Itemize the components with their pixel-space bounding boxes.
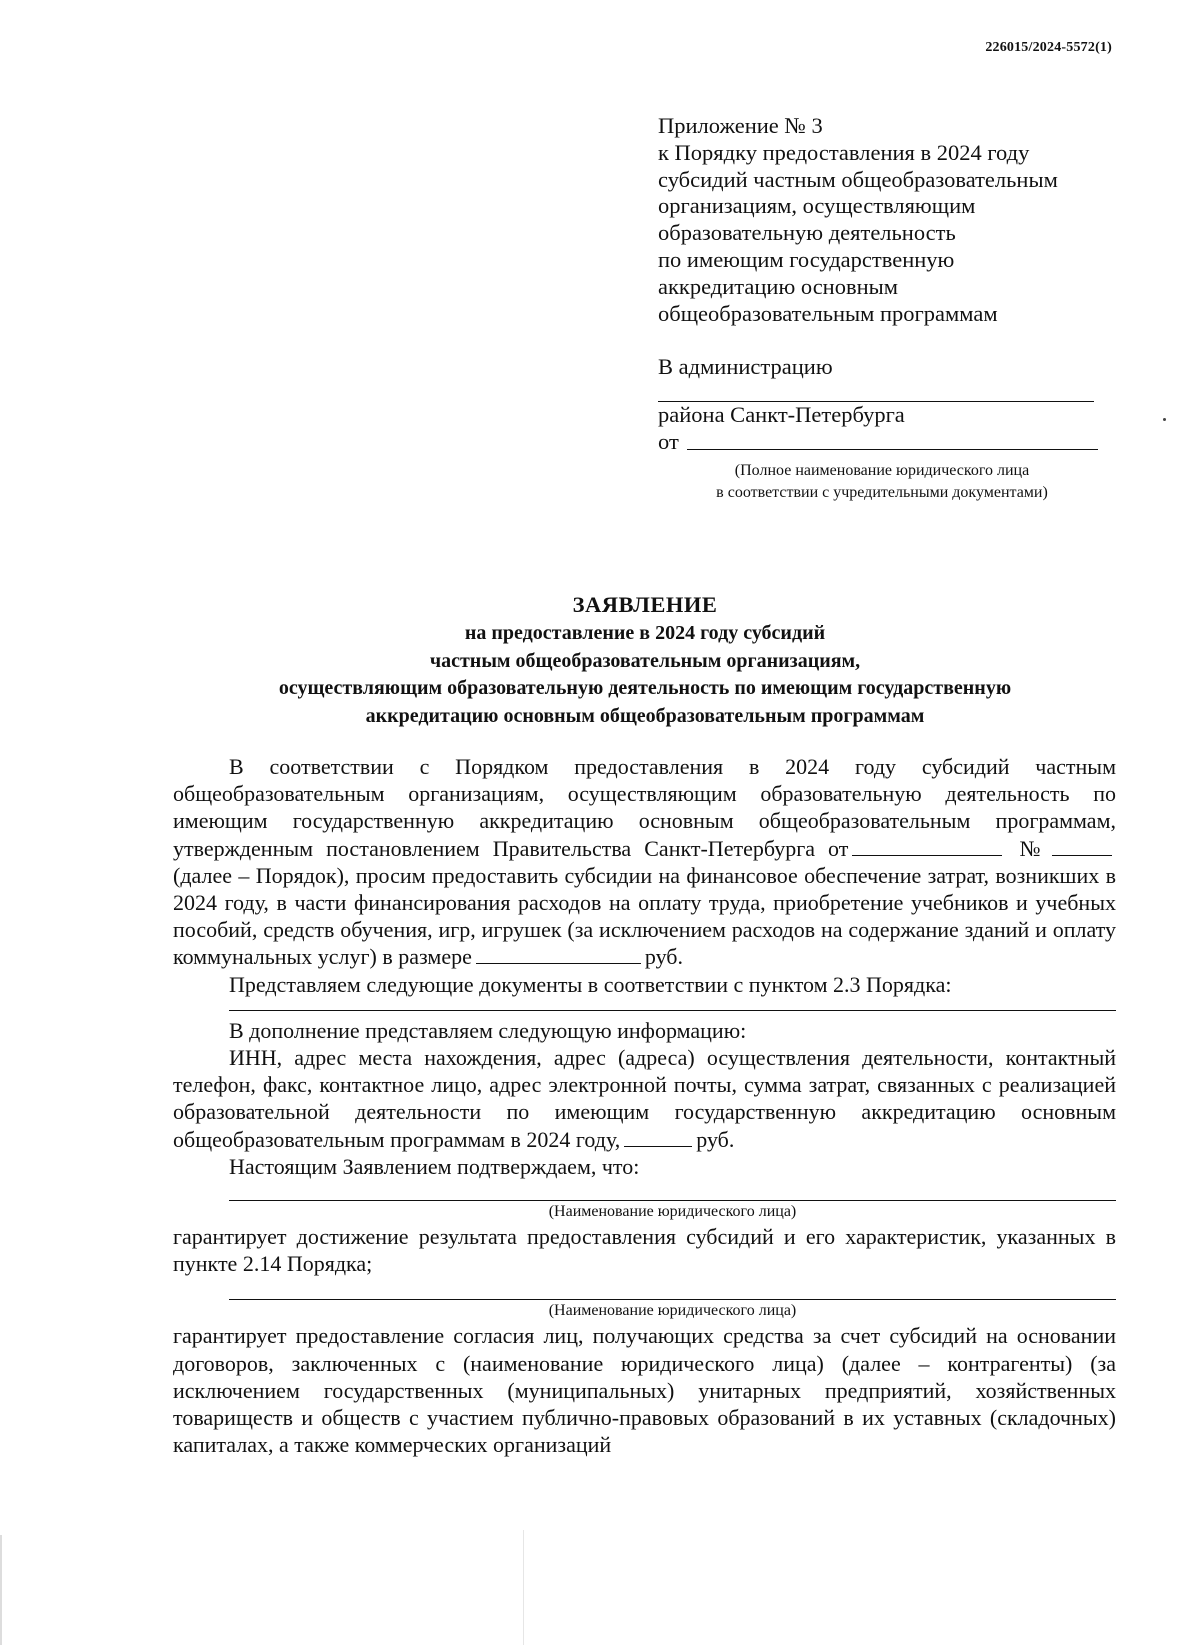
document-id: 226015/2024-5572(1) [985, 40, 1112, 55]
costs-blank [624, 1128, 692, 1147]
appendix-line: к Порядку предоставления в 2024 году [658, 139, 1030, 165]
title-sub-line: аккредитацию основным общеобразовательным программам [365, 704, 925, 727]
appendix-line: образовательную деятельность [658, 220, 956, 246]
appendix-line: организациям, осуществляющим [658, 193, 976, 219]
documents-blank-line [229, 998, 1116, 1011]
date-blank [852, 837, 1002, 856]
title-sub-line: на предоставление в 2024 году субсидий [464, 622, 826, 644]
administration-name-blank [658, 381, 1094, 402]
addressee-block [658, 354, 1098, 456]
entity-name-caption: (Наименование юридического лица) [548, 1302, 797, 1320]
paragraph-documents: Представляем следующие документы в соответствии с пунктом 2.3 Порядка: [229, 971, 952, 997]
sender-name-blank [687, 429, 1098, 450]
entity-name-blank-line [229, 1180, 1116, 1201]
paragraph-request [173, 753, 1116, 971]
scan-crease [523, 1530, 524, 1645]
scan-edge-shadow [0, 1535, 2, 1645]
sender-hint [662, 460, 1102, 504]
appendix-line: субсидий частным общеобразовательным [658, 166, 1058, 192]
document-body [173, 753, 1116, 1458]
addressee-to: В администрацию [658, 354, 833, 379]
paragraph-guarantee-result: гарантирует достижение результата предоставления субсидий и его характеристик, указанных в пункте 2.14 Порядка; [173, 1224, 1116, 1277]
currency-rub: руб. [696, 1126, 735, 1152]
number-blank [1052, 837, 1112, 856]
paragraph-guarantee-consent: гарантирует предоставление согласия лиц, получающих средства за счет субсидий на основании договоров, заключенных с (наименование юридического лица) (далее – контрагенты) (за исключением государственных (муниципальных) унитарных предприятий, хозяйственных товариществ и обществ с участием публично-правовых образований в их уставных (складочных) капиталах, а также коммерческих организаций [173, 1323, 1116, 1458]
paragraph-info-details [173, 1044, 1116, 1153]
currency-rub: руб. [644, 944, 683, 970]
addressee-district: района Санкт-Петербурга [658, 401, 905, 427]
sender-hint-line: в соответствии с учредительными документами) [716, 484, 1048, 501]
sender-row [658, 429, 1098, 456]
appendix-line: Приложение № 3 [658, 113, 823, 138]
sender-label: от [658, 428, 679, 454]
appendix-line: аккредитацию основным [658, 273, 898, 299]
appendix-line: общеобразовательным программам [658, 300, 998, 326]
scan-speck [1163, 418, 1166, 421]
document-title [175, 590, 1115, 730]
request-text-2: (далее – Порядок), просим предоставить субсидии на финансовое обеспечение затрат, возникших в 2024 году, в части финансирования расходов на оплату труда, приобретение учебников и учебных пособий, средств обучения, игр, игрушек (за исключением расходов на содержание зданий и оплату коммунальных услуг) в размере [173, 862, 1116, 970]
appendix-header [658, 113, 1058, 327]
amount-blank [476, 945, 641, 964]
entity-name-caption: (Наименование юридического лица) [548, 1203, 797, 1221]
appendix-line: по имеющим государственную [658, 246, 955, 272]
paragraph-additional-info: В дополнение представляем следующую информацию: [229, 1017, 747, 1043]
sender-hint-line: (Полное наименование юридического лица [734, 462, 1030, 479]
paragraph-confirm: Настоящим Заявлением подтверждаем, что: [229, 1153, 640, 1179]
info-details-text: ИНН, адрес места нахождения, адрес (адреса) осуществления деятельности, контактный телефон, факс, контактное лицо, адрес электронной почты, сумма затрат, связанных с реализацией образовательной деятельности по имеющим государственную аккредитацию основным общеобразовательным программам в 2024 году, [173, 1045, 1116, 1152]
title-sub-line: осуществляющим образовательную деятельность по имеющим государственную [278, 677, 1012, 699]
title-sub-line: частным общеобразовательным организациям, [429, 649, 861, 672]
entity-name-blank-line [229, 1277, 1116, 1300]
number-sign: № [1019, 835, 1048, 861]
request-text-1: В соответствии с Порядком предоставления в 2024 году субсидий частным общеобразовательным организациям, осуществляющим образовательную деятельность по имеющим государственную аккредитацию основным общеобразовательным программам, утвержденным постановлением Правительства Санкт-Петербурга от [173, 754, 1116, 861]
title-main: ЗАЯВЛЕНИЕ [572, 592, 718, 617]
